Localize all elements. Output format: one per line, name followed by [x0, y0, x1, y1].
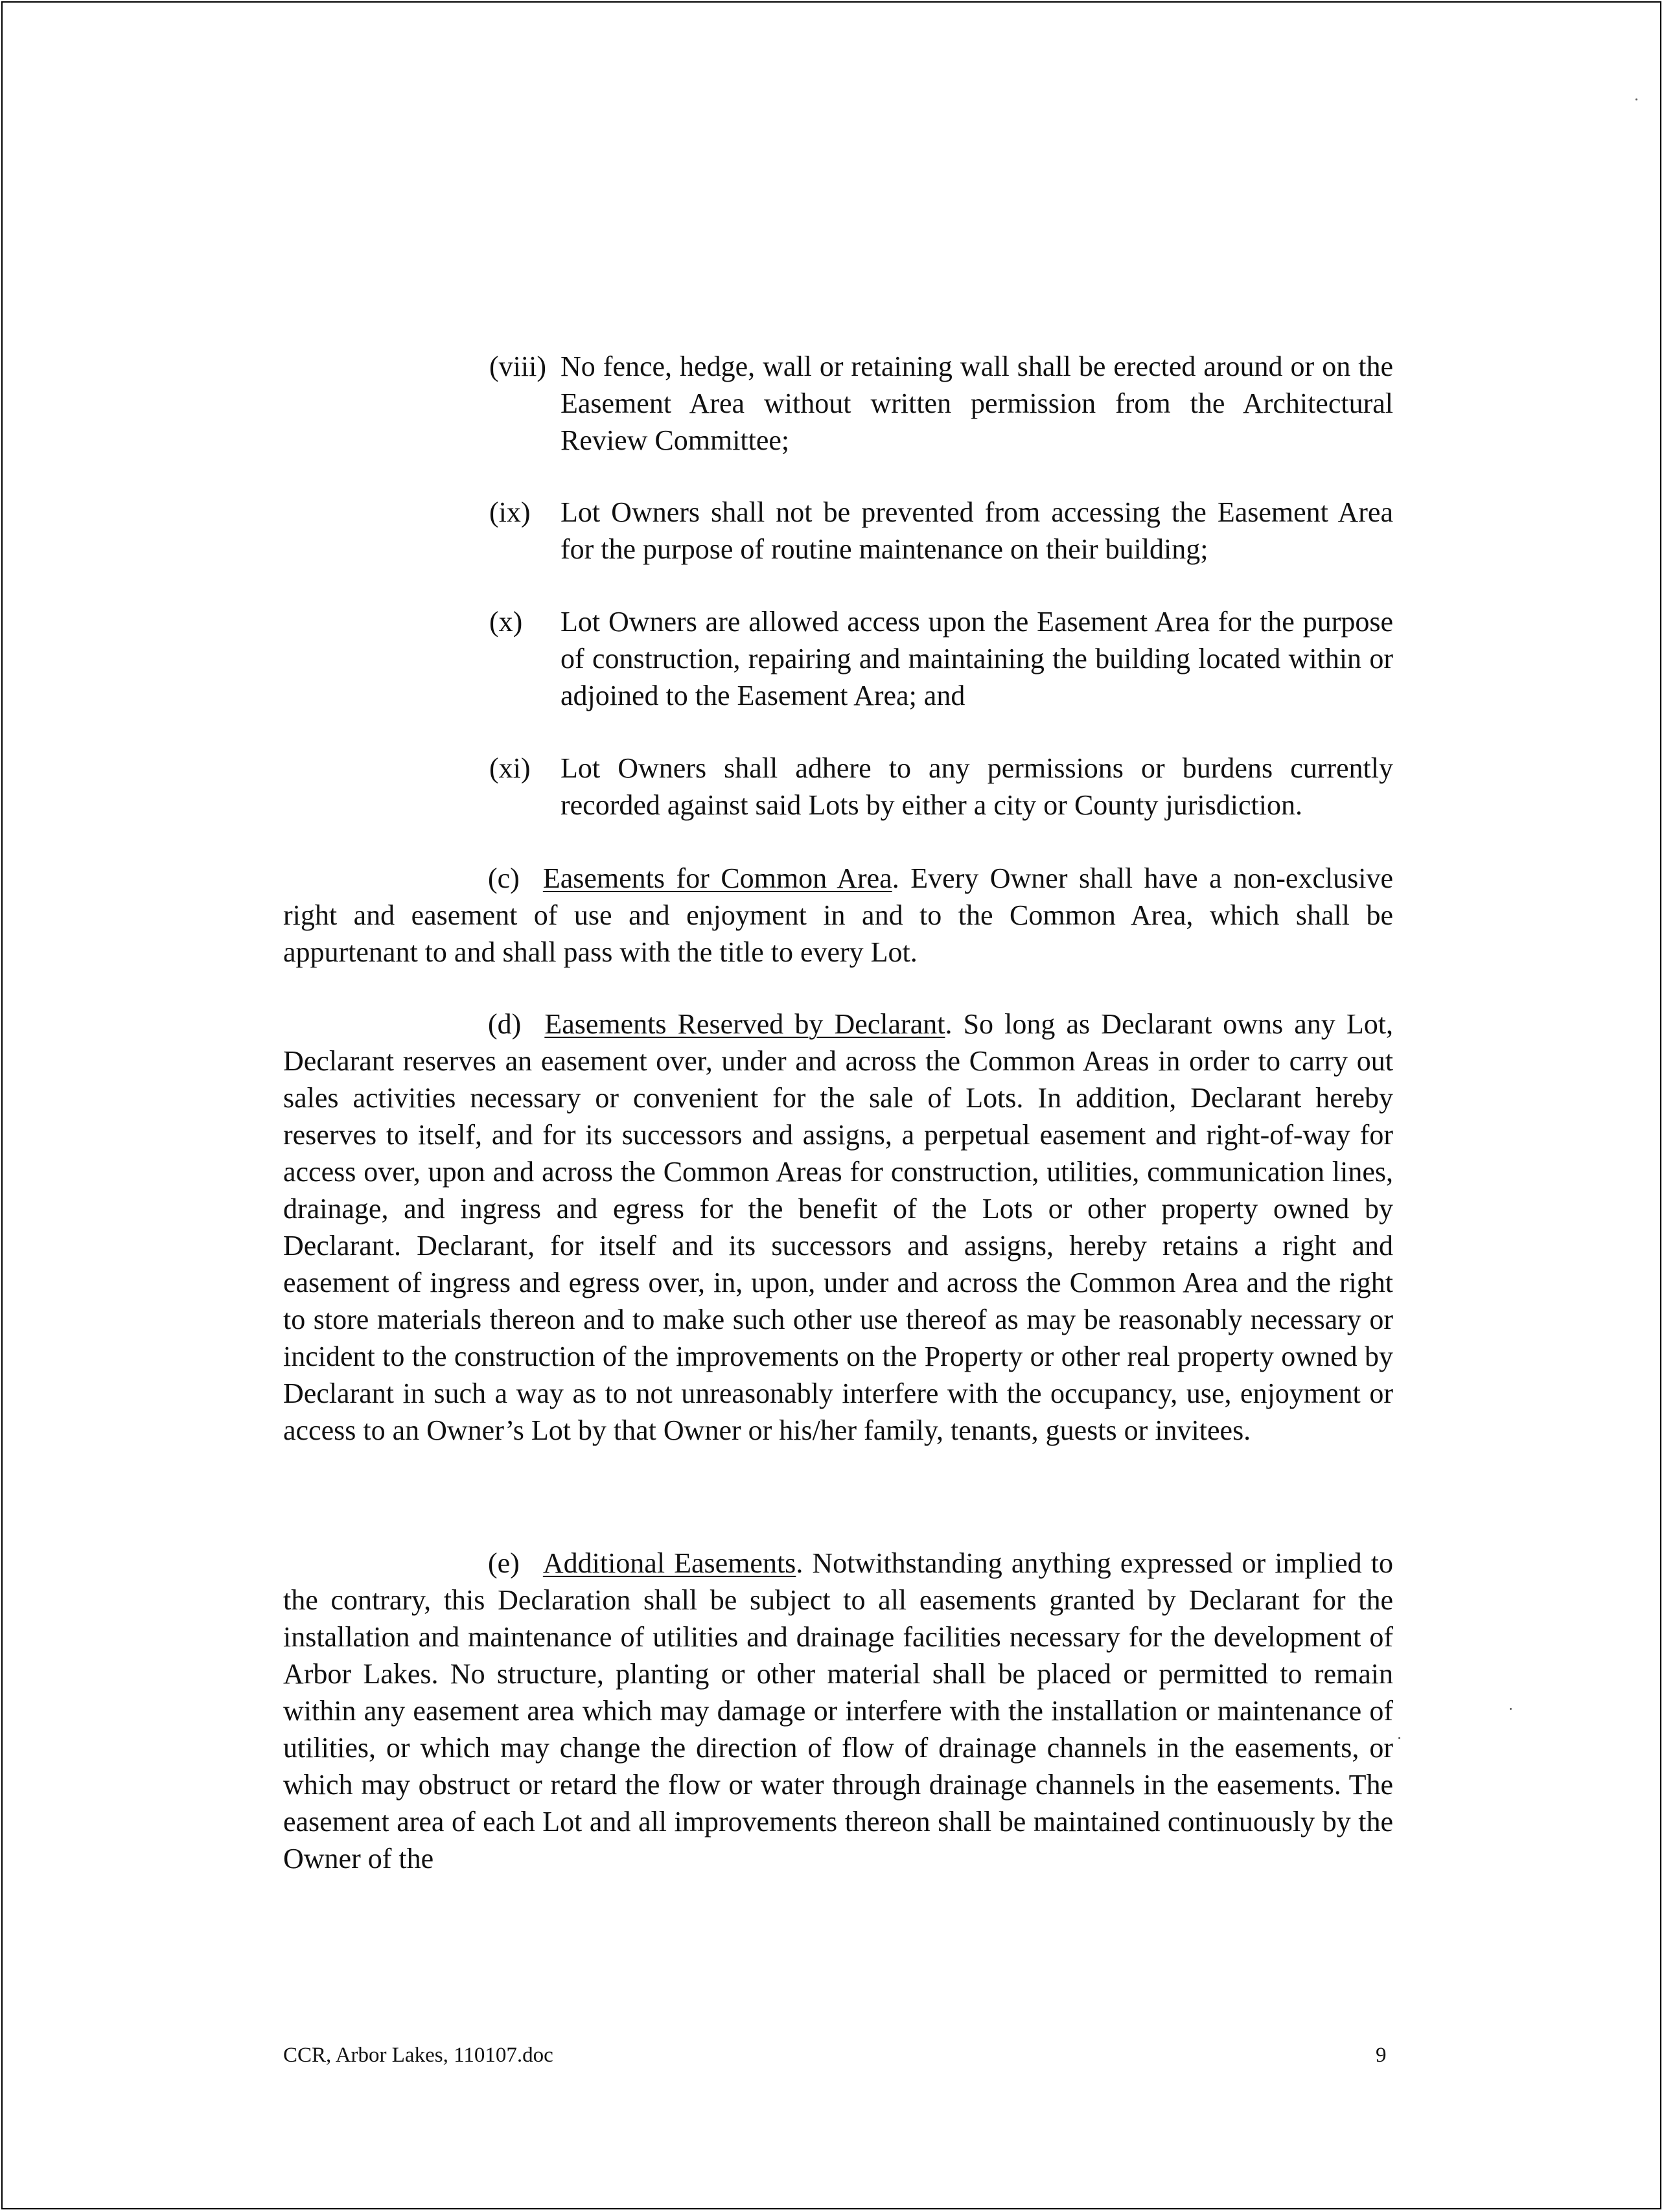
footer-doc-name: CCR, Arbor Lakes, 110107.doc [283, 2044, 553, 2067]
section-text: . Every Owner shall have a non-exclusive right and easement of use and enjoyment in and to the Common Area, which shall be appurtenant to and shall pass with the title to every Lot. [283, 862, 1394, 968]
section-text: . So long as Declarant owns any Lot, Declarant reserves an easement over, under and across the Common Areas in order to carry out sales activities necessary or convenient for the sale of Lots. In addition, Declarant hereby reserves to itself, and for its successors and assigns, a perpetual easement and right-of-way for access over, upon and across the Common Areas for construction, utilities, communication lines, drainage, and ingress and egress for the benefit of the Lots or other property owned by Declarant. Declarant, for itself and its successors and assigns, hereby retains a right and easement of ingress and egress over, in, upon, under and across the Common Area and the right to store materials thereon and to make such other use thereof as may be reasonably necessary or incident to the construction of the improvements on the Property or other real property owned by Declarant in such a way as to not unreasonably interfere with the occupancy, use, enjoyment or access to an Owner’s Lot by that Owner or his/her family, tenants, guests or invitees. [283, 1008, 1393, 1446]
list-item-ix [489, 494, 1393, 568]
scan-speck [1510, 1708, 1512, 1710]
scan-speck [1398, 1737, 1400, 1739]
section-label: (d) [488, 1008, 522, 1040]
section-text: . Notwithstanding anything expressed or implied to the contrary, this Declaration shall be subject to all easements granted by Declarant for the installation and maintenance of utilities and drainage facilities necessary for the development of Arbor Lakes. No structure, planting or other material shall be placed or permitted to remain within any easement area which may damage or interfere with the installation or maintenance of utilities, or which may change the direction of flow of drainage channels in the easements, or which may obstruct or retard the flow or water through drainage channels in the easements. The easement area of each Lot and all improvements thereon shall be maintained continuously by the Owner of the [283, 1547, 1393, 1874]
scan-speck [1635, 98, 1637, 100]
list-item-x [489, 603, 1393, 714]
section-label: (c) [488, 862, 520, 894]
section-c [283, 860, 1393, 971]
section-d [283, 1006, 1393, 1449]
section-heading: Easements for Common Area [542, 862, 892, 894]
list-item-xi [489, 750, 1393, 824]
list-item-text: Lot Owners shall adhere to any permissions or burdens currently recorded against said Lots by either a city or County jurisdiction. [560, 752, 1393, 821]
footer-page-number: 9 [1376, 2044, 1387, 2067]
list-item-text: Lot Owners shall not be prevented from accessing the Easement Area for the purpose of routine maintenance on their building; [560, 496, 1393, 565]
list-item-viii [489, 348, 1393, 459]
section-label: (e) [488, 1547, 520, 1579]
list-item-number: (viii) [489, 351, 546, 382]
list-item-number: (ix) [489, 496, 531, 528]
list-item-number: (x) [489, 606, 523, 638]
list-item-text: Lot Owners are allowed access upon the Easement Area for the purpose of construction, repairing and maintaining the building located within or adjoined to the Easement Area; and [560, 606, 1393, 711]
section-heading: Additional Easements [542, 1547, 796, 1579]
list-item-number: (xi) [489, 752, 531, 784]
section-heading: Easements Reserved by Declarant [544, 1008, 945, 1040]
list-item-text: No fence, hedge, wall or retaining wall shall be erected around or on the Easement Area without written permission from the Architectural Review Committee; [560, 351, 1393, 456]
section-e [283, 1545, 1393, 1877]
